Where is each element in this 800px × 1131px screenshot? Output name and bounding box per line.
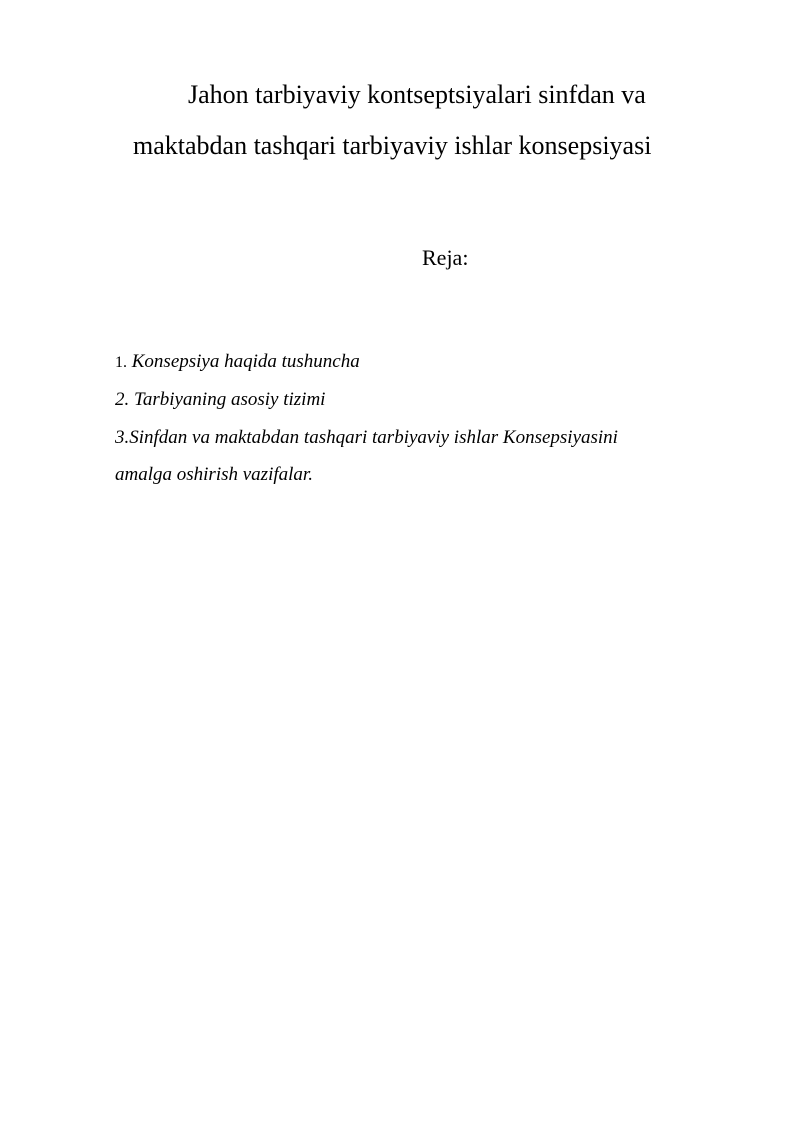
plan-item-1-number: 1.: [115, 354, 127, 371]
document-title-line-2: maktabdan tashqari tarbiyaviy ishlar konsepsiyasi: [133, 131, 652, 160]
plan-item-3-line-1: 3.Sinfdan va maktabdan tashqari tarbiyaviy ishlar Konsepsiyasini: [115, 427, 618, 448]
document-title-line-1: Jahon tarbiyaviy kontseptsiyalari sinfdan va: [188, 80, 646, 109]
plan-item-1-text: Konsepsiya haqida tushuncha: [131, 351, 360, 372]
plan-item-2: 2. Tarbiyaning asosiy tizimi: [115, 389, 326, 410]
plan-item-1: [115, 350, 360, 375]
plan-heading: Reja:: [422, 245, 469, 270]
plan-item-3-line-2: amalga oshirish vazifalar.: [115, 464, 313, 485]
